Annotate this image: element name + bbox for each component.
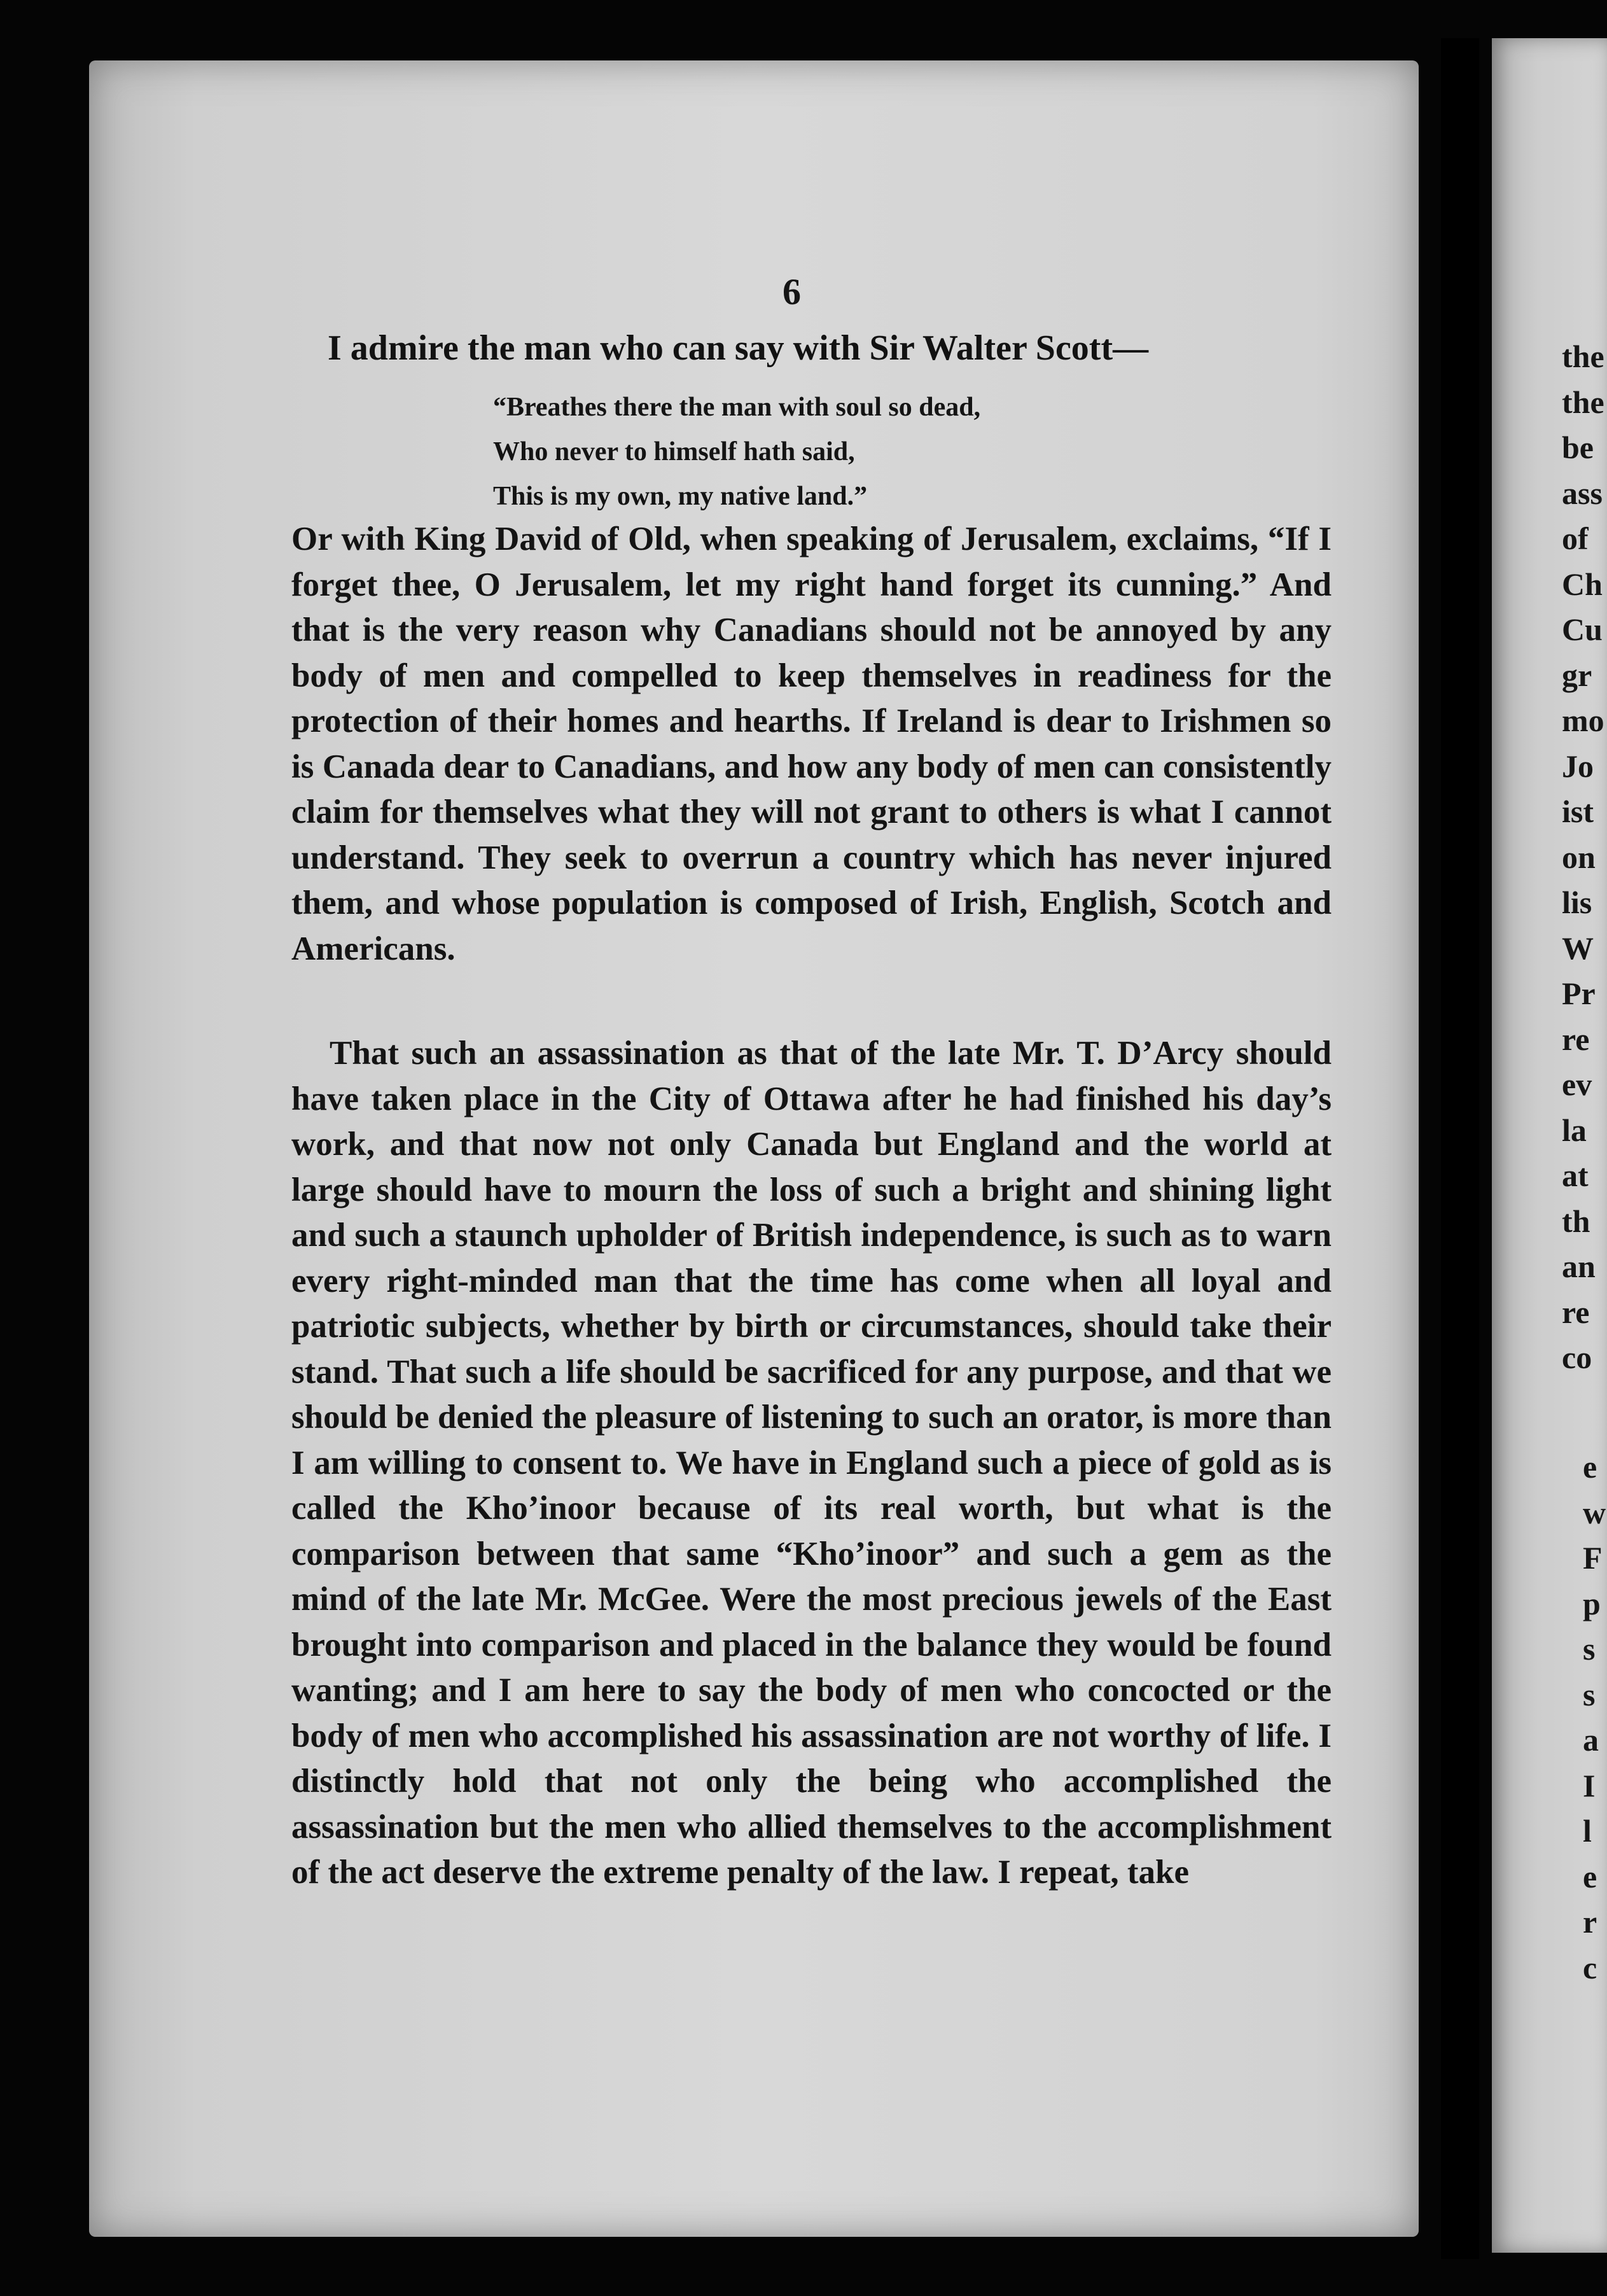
adjacent-page-fragment: co bbox=[1562, 1340, 1592, 1375]
adjacent-page-fragment: re bbox=[1562, 1294, 1590, 1330]
adjacent-page-fragment: la bbox=[1562, 1112, 1587, 1148]
adjacent-page-fragment: r bbox=[1583, 1904, 1597, 1940]
adjacent-page-fragment: I bbox=[1583, 1767, 1596, 1803]
adjacent-page-fragment: lis bbox=[1562, 885, 1592, 920]
adjacent-page-fragment: l bbox=[1583, 1813, 1592, 1849]
poem-line: Who never to himself hath said, bbox=[493, 437, 855, 466]
adjacent-page-fragment: e bbox=[1583, 1449, 1597, 1485]
adjacent-page-fragment: W bbox=[1562, 930, 1594, 966]
poem-quote bbox=[493, 385, 980, 519]
paragraph: That such an assassination as that of the late Mr. T. D’Arcy should have taken place in the City of Ottawa after he had finished his day’s work, and that now not only Canada but England and the world at large should have to mourn the loss of such a bright and shining light and such a staunch upholder of British independence, is such as to warn every right-minded man that the time has come when all loyal and patriotic subjects, whether by birth or circumstances, should take their stand. That such a life should be sacrificed for any purpose, and that we should be denied the pleasure of listening to such an orator, is more than I am willing to consent to. We have in England such a piece of gold as is called the Kho’inoor because of its real worth, but what is the comparison between that same “Kho’inoor” and such a gem as the mind of the late Mr. McGee. Were the most precious jewels of the East brought into comparison and placed in the balance they would be found wanting; and I am here to say the body of men who concocted or the body of men who accomplished his assassination are not worthy of life. I distinctly hold that not only the being who accomplished the assassination but the men who allied themselves to the accomplishment of the act deserve the extreme penalty of the law. I repeat, take bbox=[291, 1035, 1332, 1891]
page-number: 6 bbox=[783, 271, 801, 312]
adjacent-page-fragment: a bbox=[1583, 1722, 1599, 1758]
adjacent-page-fragment: Ch bbox=[1562, 566, 1603, 602]
adjacent-page-fragment: p bbox=[1583, 1585, 1601, 1621]
adjacent-page-fragment: s bbox=[1583, 1676, 1596, 1712]
adjacent-page-fragment: mo bbox=[1562, 703, 1604, 738]
adjacent-page-fragment: ist bbox=[1562, 794, 1594, 829]
adjacent-page-fragment: ass bbox=[1562, 475, 1603, 511]
adjacent-page-fragment: th bbox=[1562, 1203, 1590, 1239]
adjacent-page-fragment: e bbox=[1583, 1858, 1597, 1894]
poem-line: This is my own, my native land.” bbox=[493, 482, 868, 511]
adjacent-page-text-upper bbox=[1562, 334, 1604, 1381]
adjacent-page-fragment: at bbox=[1562, 1158, 1589, 1193]
intro-line: I admire the man who can say with Sir Walter Scott— bbox=[328, 328, 1149, 368]
adjacent-page-fragment: s bbox=[1583, 1631, 1596, 1667]
adjacent-page-text-lower bbox=[1583, 1445, 1606, 1991]
adjacent-page-fragment: the bbox=[1562, 339, 1604, 374]
adjacent-page-fragment: c bbox=[1583, 1949, 1597, 1985]
adjacent-page-fragment: an bbox=[1562, 1249, 1596, 1284]
adjacent-page-fragment: w bbox=[1583, 1494, 1606, 1530]
adjacent-page-fragment: the bbox=[1562, 384, 1604, 420]
adjacent-page-fragment: ev bbox=[1562, 1067, 1592, 1102]
adjacent-page-fragment: of bbox=[1562, 521, 1589, 556]
book-gutter bbox=[1441, 38, 1479, 2259]
adjacent-page-fragment: re bbox=[1562, 1021, 1590, 1057]
adjacent-page-fragment: Cu bbox=[1562, 612, 1603, 647]
adjacent-page-fragment: Jo bbox=[1562, 748, 1594, 784]
paragraph: Or with King David of Old, when speaking of Jerusalem, exclaims, “If I forget thee, O Jerusalem, let my right hand forget its cunning.” And that is the very reason why Canadians should not be annoyed by any body of men and compelled to keep themselves in readiness for the protection of their homes and hearths. If Ireland is dear to Irishmen so is Canada dear to Canadians, and how any body of men can consistently claim for themselves what they will not grant to others is what I cannot understand. They seek to overrun a country which has never injured them, and whose population is composed of Irish, English, Scotch and Americans. bbox=[291, 521, 1332, 967]
adjacent-page-fragment: gr bbox=[1562, 657, 1592, 693]
adjacent-page-fragment: F bbox=[1583, 1540, 1603, 1576]
adjacent-page-fragment: on bbox=[1562, 839, 1596, 875]
poem-line: “Breathes there the man with soul so dead, bbox=[493, 393, 981, 422]
adjacent-page-fragment: Pr bbox=[1562, 976, 1596, 1011]
adjacent-page-fragment: be bbox=[1562, 430, 1594, 465]
